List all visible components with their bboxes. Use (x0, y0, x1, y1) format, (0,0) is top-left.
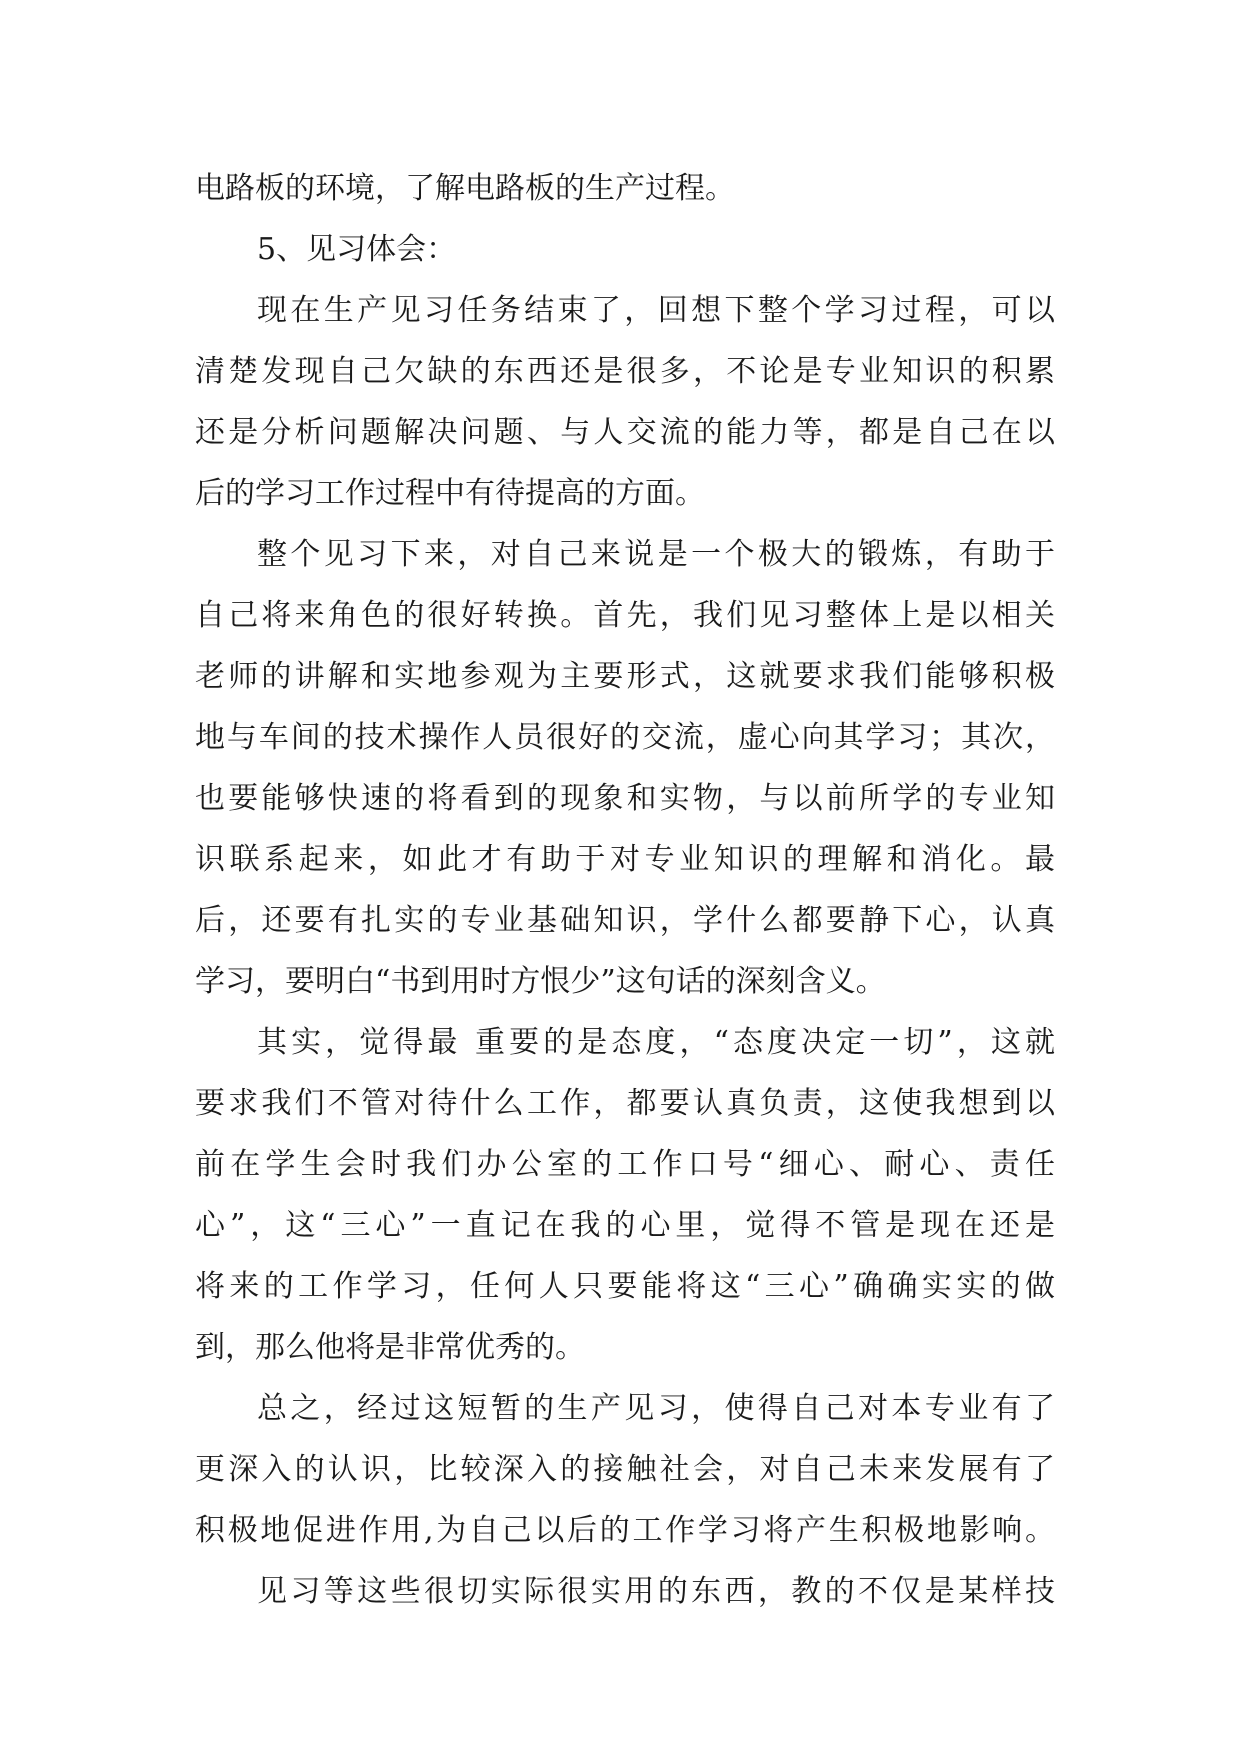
text-line: 心”，这“三心”一直记在我的心里，觉得不管是现在还是 (195, 1208, 1055, 1243)
text-line: 电路板的环境，了解电路板的生产过程。 (195, 171, 735, 206)
text-line: 清楚发现自己欠缺的东西还是很多，不论是专业知识的积累 (195, 354, 1055, 389)
section-heading: 5、见习体会： (257, 232, 457, 267)
text-line: 总之，经过这短暂的生产见习，使得自己对本专业有了 (257, 1391, 1055, 1426)
text-line: 要求我们不管对待什么工作，都要认真负责，这使我想到以 (195, 1086, 1055, 1121)
text-line: 识联系起来，如此才有助于对专业知识的理解和消化。最 (195, 842, 1055, 877)
text-line: 将来的工作学习，任何人只要能将这“三心”确确实实的做 (195, 1269, 1055, 1304)
text-line: 整个见习下来，对自己来说是一个极大的锻炼，有助于 (257, 537, 1055, 572)
text-line: 更深入的认识，比较深入的接触社会，对自己未来发展有了 (195, 1452, 1055, 1487)
text-line: 地与车间的技术操作人员很好的交流，虚心向其学习；其次， (195, 720, 1055, 755)
text-line: 后，还要有扎实的专业基础知识，学什么都要静下心，认真 (195, 903, 1055, 938)
text-line: 还是分析问题解决问题、与人交流的能力等，都是自己在以 (195, 415, 1055, 450)
text-line: 也要能够快速的将看到的现象和实物，与以前所学的专业知 (195, 781, 1055, 816)
text-line: 见习等这些很切实际很实用的东西，教的不仅是某样技 (257, 1574, 1055, 1609)
text-line: 积极地促进作用,为自己以后的工作学习将产生积极地影响。 (195, 1513, 1055, 1548)
text-line: 后的学习工作过程中有待提高的方面。 (195, 476, 705, 511)
text-line: 前在学生会时我们办公室的工作口号“细心、耐心、责任 (195, 1147, 1055, 1182)
text-line: 自己将来角色的很好转换。首先，我们见习整体上是以相关 (195, 598, 1055, 633)
text-line: 现在生产见习任务结束了，回想下整个学习过程，可以 (257, 293, 1055, 328)
text-line: 老师的讲解和实地参观为主要形式，这就要求我们能够积极 (195, 659, 1055, 694)
text-line: 其实，觉得最 重要的是态度，“态度决定一切”，这就 (257, 1025, 1055, 1060)
text-line: 到，那么他将是非常优秀的。 (195, 1330, 585, 1365)
text-line: 学习，要明白“书到用时方恨少”这句话的深刻含义。 (195, 964, 886, 999)
